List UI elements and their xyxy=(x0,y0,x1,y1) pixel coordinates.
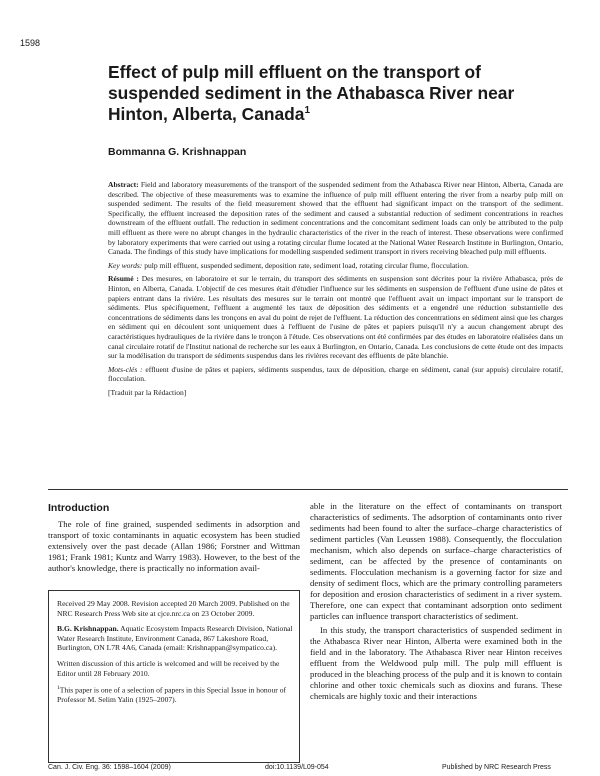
abstract-text: Field and laboratory measurements of the transport of the suspended sediment from the Athabasca River near Hinton, Alberta, Canada are described. The objective of these measurements was to examine the influence of pulp mill effluent entering the river from a nearby pulp mill on suspended sediment. The results of the field measurement showed that the effluent had significant impact on the transport of the sediment. Specifically, the effluent increased the deposition rates of the sediment and caused a substantial reduction of sediment concentrations in reaches downstream of the effluent outfall. The reduction in sediment concentrations and the concomitant sediment loads can only be attributed to the pulp mill effluent as there were no abrupt changes in the hydraulic characteristics of the river in the reach of interest. These observations were confirmed by laboratory experiments that were carried out using a rotating circular flume located at the National Water Research Institute in Burlington, Ontario, Canada. The findings of this study have implications for modelling suspended sediment transport in rivers receiving bleached pulp mill effluents. xyxy=(108,180,564,257)
abstract-block xyxy=(108,180,563,401)
keywords-text: pulp mill effluent, suspended sediment, deposition rate, sediment load, rotating circular flume, flocculation. xyxy=(144,260,469,270)
abstract-paragraph xyxy=(108,180,563,257)
motscles-text: effluent d'usine de pâtes et papiers, sédiments suspendus, taux de déposition, charge en sédiment, canal (sur appuis) circulaire rotatif, flocculation. xyxy=(108,364,563,384)
resume-text: Des mesures, en laboratoire et sur le terrain, du transport des sédiments en suspension sont décrites pour la rivière Athabasca, près de Hinton, en Alberta, Canada. L'objectif de ces mesures était d'étudier l'influence sur les sédiments en suspension de l'effluent d'une usine de pâtes et papiers entrant dans la rivière. Les résultats des mesures sur le terrain ont montré que l'effluent avait un impact important sur le transport de sédiments. Plus spécifiquement, l'effluent a augmenté les taux de déposition des sédiments et a engendré une réduction substantielle des concentrations de sédiments dans les tronçons en aval du point de rejet de l'effluent. La réduction des concentrations en sédiment ainsi que les charges en sédiment qui en découlent sont uniquement dues à l'effluent de l'usine de pâtes et papiers puisqu'il n'y a aucun changement abrupt des caractéristiques hydrauliques de la rivière dans le tronçon à l'étude. Ces observations ont été confirmées par des études en laboratoire réalisées dans un canal circulaire rotatif de l'Institut national de recherche sur les eaux à Burlington, en Ontario, Canada. Les conclusions de cette étude ont des impacts sur la modélisation du transport de sédiments suspendus dans les rivières recevant des effluents de pâte blanchie. xyxy=(108,274,563,361)
special-issue-mark: 1 xyxy=(57,685,60,692)
intro-heading: Introduction xyxy=(48,502,110,514)
keywords-label: Key words: xyxy=(108,260,143,270)
article-title xyxy=(108,62,548,125)
doi-link[interactable]: doi:10.1139/L09-054 xyxy=(265,764,329,771)
resume-paragraph xyxy=(108,274,563,360)
publisher-credit: Published by NRC Research Press xyxy=(442,764,551,771)
article-info-box xyxy=(48,590,300,763)
intro-column-right xyxy=(310,501,562,705)
intro-paragraph-2: able in the literature on the effect of contaminants on transport characteristics of sediments. The adsorption of contaminants onto river sediments had been found to alter the surface–charge characteristics of sediment particles (Van Leussen 1988). Consequently, the flocculation mechanism, which also depends on surface–charge characteristics of sediment, can be affected by the presence of contaminants on sediments. Flocculation mechanism is a governing factor for size and density of sediment flocs, which are the primary controlling parameters for deposition and erosion characteristics of sediment in a river system. Therefore, one can expect that contaminant adsorption onto sediment particles can influence transport characteristics of sediment. xyxy=(310,501,562,621)
section-divider xyxy=(48,489,568,490)
author-name: Bommanna G. Krishnappan xyxy=(108,146,247,158)
discussion-note: Written discussion of this article is welcomed and will be received by the Editor until 28 February 2010. xyxy=(57,658,280,678)
affiliation-author: B.G. Krishnappan. xyxy=(57,624,119,634)
page-number: 1598 xyxy=(20,38,41,48)
intro-column-left xyxy=(48,519,300,574)
special-issue-text: This paper is one of a selection of papers in this Special Issue in honour of Professor M. Selim Yalin (1925–2007). xyxy=(57,685,287,705)
article-title-text: Effect of pulp mill effluent on the transport of suspended sediment in the Athabasca River near Hinton, Alberta, Canada xyxy=(108,62,515,124)
motscles-label: Mots-clés : xyxy=(108,364,143,374)
intro-paragraph-1: The role of fine grained, suspended sediments in adsorption and transport of toxic contaminants in aquatic ecosystem has been studied extensively over the past decade (Allan 1986; Forstner and Wittman 1981; Frank 1981; Kuntz and Warry 1983). However, to the best of the author's knowledge, there is practically no information avail- xyxy=(48,519,300,573)
keywords-paragraph xyxy=(108,261,563,271)
special-issue-note xyxy=(57,684,293,705)
journal-citation: Can. J. Civ. Eng. 36: 1598–1604 (2009) xyxy=(48,764,171,771)
translation-note: [Traduit par la Rédaction] xyxy=(108,387,187,397)
affiliation-text: Aquatic Ecosystem Impacts Research Division, National Water Research Institute, Environment Canada, 867 Lakeshore Road, Burlington, ON L7R 4A6, Canada (email: Krishnappan@sympatico.ca). xyxy=(57,624,293,653)
abstract-label: Abstract: xyxy=(108,180,139,189)
title-footnote-mark: 1 xyxy=(304,105,311,117)
resume-label: Résumé : xyxy=(108,274,139,284)
author-affiliation xyxy=(57,624,293,653)
received-dates: Received 29 May 2008. Revision accepted 20 March 2009. Published on the NRC Research Press Web site at cjce.nrc.ca on 23 October 2009. xyxy=(57,599,290,618)
motscles-paragraph xyxy=(108,365,563,384)
intro-paragraph-3: In this study, the transport characteristics of suspended sediment in the Athabasca River near Hinton, Alberta were examined both in the field and in the laboratory. The Athabasca River near Hinton receives effluent from the Weldwood pulp mill. The pulp mill effluent is produced in the bleaching process of the pulp and it is known to contain chlorine and other toxic chemicals such as dioxins and furans. These chemicals are highly toxic and their interactions xyxy=(310,625,562,701)
